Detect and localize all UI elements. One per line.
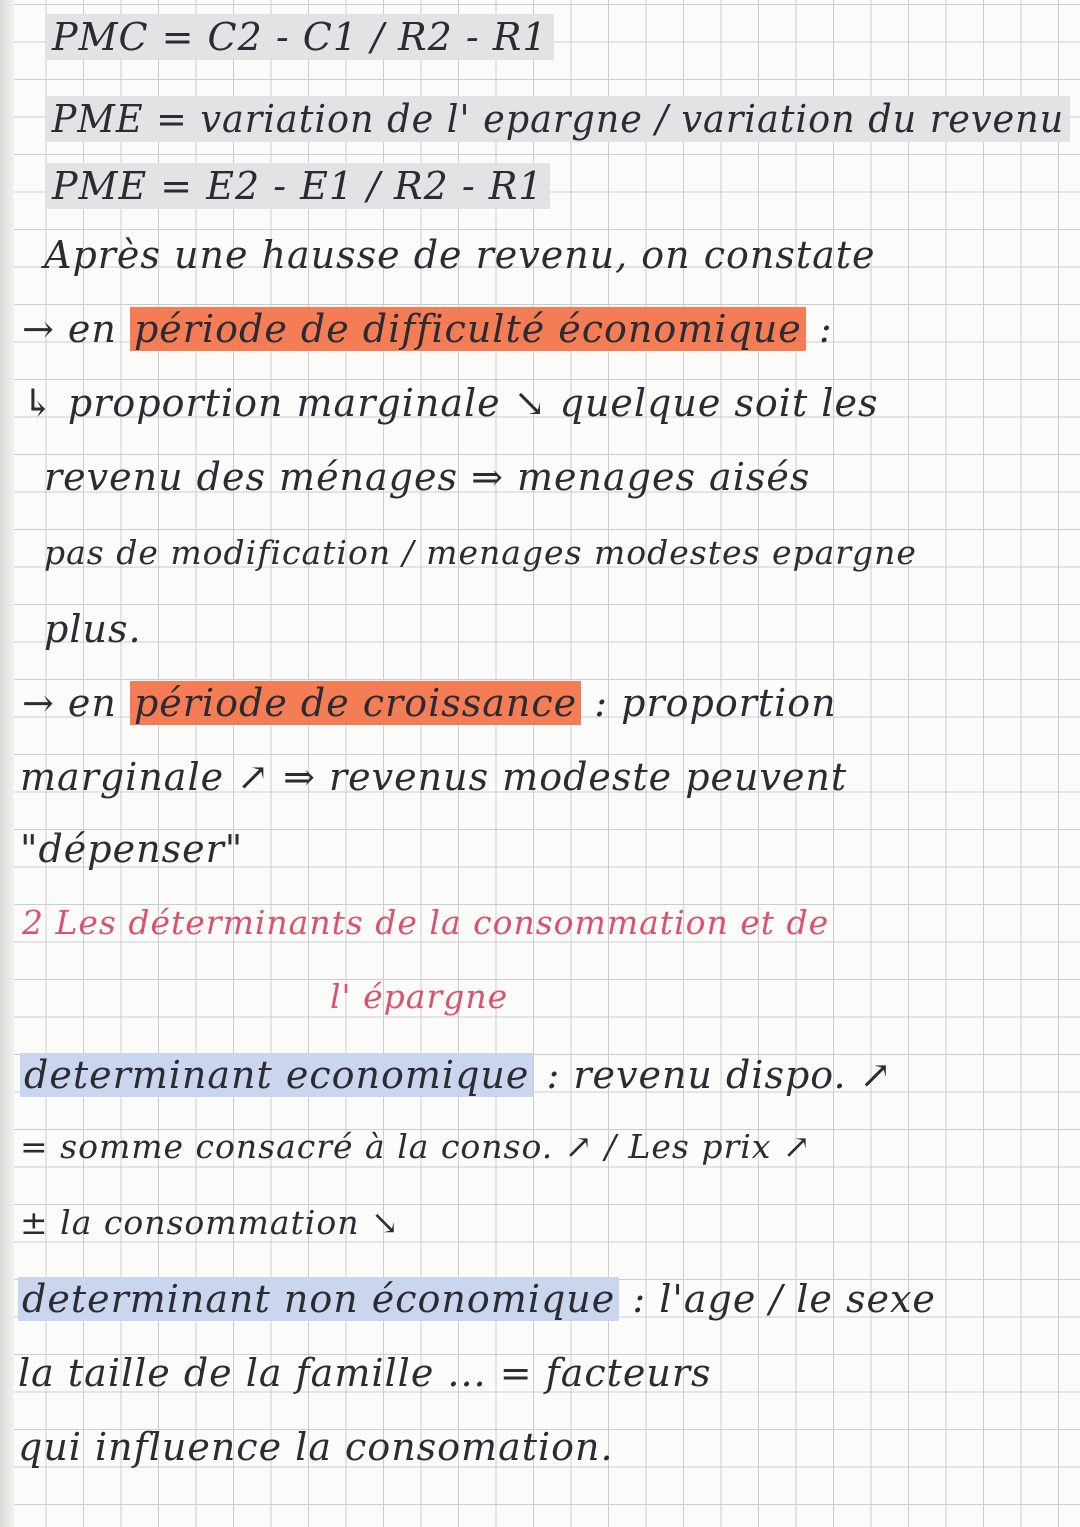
arrow-text: → en — [22, 307, 117, 351]
highlight-difficulte: période de difficulté économique — [130, 307, 806, 351]
formula-pme: PME = E2 - E1 / R2 - R1 — [46, 163, 550, 209]
note-text: : proportion — [594, 681, 837, 725]
note-line-7: revenu des ménages ⇒ menages aisés — [44, 455, 811, 499]
formula-pmc: PMC = C2 - C1 / R2 - R1 — [46, 14, 554, 60]
note-line-9: plus. — [44, 607, 142, 651]
highlight-non-economique: determinant non économique — [18, 1277, 619, 1321]
section-heading-cont: l' épargne — [330, 977, 509, 1016]
formula-pme-definition: PME = variation de l' epargne / variation du revenu — [46, 96, 1070, 142]
note-line-13 — [20, 1052, 892, 1098]
note-line-6: ↳ proportion marginale ↘ quelque soit les — [22, 381, 879, 425]
note-line-16 — [18, 1276, 936, 1322]
note-line-8: pas de modification / menages modestes epargne — [44, 533, 917, 572]
note-line-10 — [22, 680, 837, 726]
note-line-4: Après une hausse de revenu, on constate — [44, 233, 876, 277]
note-line-17: la taille de la famille ... = facteurs — [18, 1351, 712, 1395]
section-heading: 2 Les déterminants de la consommation et de — [22, 903, 830, 942]
arrow-text: → en — [22, 681, 117, 725]
note-line-5 — [22, 306, 833, 352]
note-line-11: marginale ↗ ⇒ revenus modeste peuvent — [20, 755, 848, 799]
highlight-economique: determinant economique — [20, 1053, 533, 1097]
note-line-18: qui influence la consomation. — [18, 1425, 614, 1469]
note-line-14: = somme consacré à la conso. ↗ / Les prix ↗ — [20, 1127, 812, 1166]
note-line-12: "dépenser" — [20, 827, 244, 871]
note-line-15: ± la consommation ↘ — [20, 1203, 400, 1242]
note-text: : l'age / le sexe — [632, 1277, 936, 1321]
punctuation: : — [818, 307, 833, 351]
page-edge — [0, 0, 14, 1527]
note-text: : revenu dispo. ↗ — [546, 1053, 893, 1097]
highlight-croissance: période de croissance — [130, 681, 581, 725]
